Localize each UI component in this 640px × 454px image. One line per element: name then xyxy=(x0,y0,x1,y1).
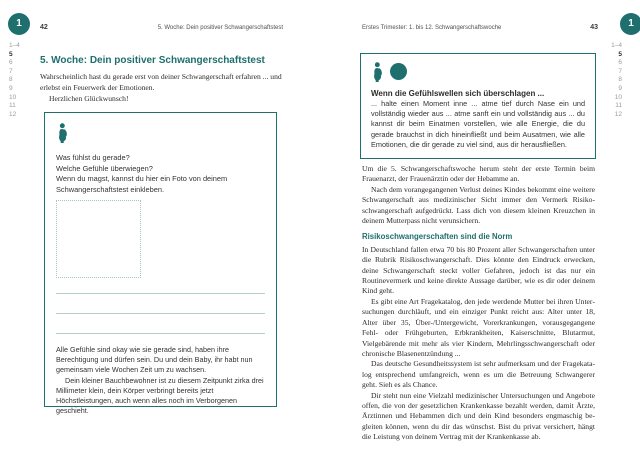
body-paragraph: Um die 5. Schwangerschaftswoche herum steht der erste Termin beim Frauenarzt, der Frauenärztin oder der Hebamme an. xyxy=(362,164,595,184)
journal-prompt-photo: Wenn du magst, kannst du hier ein Foto von deinem Schwangerschaftstest einkleben. xyxy=(56,174,228,194)
writing-line xyxy=(56,314,265,334)
closing-paragraph: Alle Gefühle sind okay wie sie gerade sind, haben ihre Berechtigung und dürfen sein. Du und dein Baby, ihr habt nun gemeinsam viele Wochen Zeit um zu wachsen. xyxy=(56,345,253,375)
chapter-badge-left xyxy=(8,13,30,35)
body-paragraph: In Deutschland fallen etwa 70 bis 80 Prozent aller Schwangerschaften unter die Rubrik Risikoschwangerschaft. Dies könnte den Eindruck erwecken, deine Schwangerschaft steckt voller Gefahren, jedoch ist das nur ein Routinevermerk und keine direkte Aussage darüber, wie es dir oder deinem Kind geht. xyxy=(362,244,595,296)
week-tab-8: 8 xyxy=(9,76,13,84)
page-number-left: 42 xyxy=(40,24,48,31)
running-head-text-right: Erstes Trimester: 1. bis 12. Schwangerschaftswoche xyxy=(362,25,502,31)
chapter-badge-right xyxy=(620,13,640,35)
week-tab-9: 9 xyxy=(9,84,13,92)
running-head-text-left: 5. Woche: Dein positiver Schwangerschaftstest xyxy=(157,25,283,31)
week-tab-1-4: 1–4 xyxy=(9,42,20,49)
writing-line xyxy=(56,294,265,314)
week-tab-7: 7 xyxy=(9,67,13,75)
week-tab-6: 6 xyxy=(9,59,13,67)
week-tab-9: 9 xyxy=(618,84,622,92)
chapter-title: 5. Woche: Dein positiver Schwangerschaftstest xyxy=(40,55,265,66)
week-tab-5: 5 xyxy=(618,50,622,58)
week-index-left xyxy=(9,42,35,119)
week-tab-7: 7 xyxy=(618,67,622,75)
week-tab-8: 8 xyxy=(618,76,622,84)
body-paragraph: Das deutsche Gesundheitssystem ist sehr aufmerksam und der Fragekatalog entsprechend umfangreich, wenn es um die Betreuung Schwangerer geht. Sieh es als Chance. xyxy=(362,359,595,390)
journal-prompts xyxy=(56,153,265,195)
body-paragraph: Nach dem vorangegangenen Verlust deines Kindes bekommt eine weitere Schwangerschaft aus medizinischer Sicht immer den Vermerk Risikoschwangerschaft aufgedrückt. Lass dich von diesem kleinen Kreuzchen in deinem Mutterpass nicht verunsichern. xyxy=(362,184,595,226)
journal-box xyxy=(44,112,277,416)
tip-box-icons xyxy=(371,62,585,82)
chapter-number: 1 xyxy=(628,18,634,29)
dot-icon xyxy=(390,63,407,80)
week-tab-6: 6 xyxy=(618,59,622,67)
right-page-body xyxy=(362,164,595,443)
writing-line xyxy=(56,278,265,294)
tip-box-heading: Wenn die Gefühlswellen sich überschlagen ... xyxy=(371,89,545,98)
pregnant-figure-icon xyxy=(371,62,384,87)
page-number-right: 43 xyxy=(590,24,598,31)
week-tab-12: 12 xyxy=(614,110,622,118)
week-tab-10: 10 xyxy=(614,93,622,101)
section-subheading: Risikoschwangerschaften sind die Norm xyxy=(362,232,513,242)
journal-prompt-feelings: Was fühlst du gerade? xyxy=(56,153,130,162)
week-tab-10: 10 xyxy=(9,93,17,101)
running-head-right xyxy=(362,24,598,31)
journal-prompt-dominant: Welche Gefühle überwiegen? xyxy=(56,163,153,173)
body-paragraph: Dir steht nun eine Vielzahl medizinischer Untersuchungen und Angebote offen, die von der gesetzlichen Krankenkasse bezahlt werden, damit Ärzte, Ärztinnen und Hebammen dich und dein Kind besonders engmaschig begleiten können, wenn du dir das wünschst. Bist du privat versichert, hängt die Leistung von deinem Vertrag mit der Krankenkasse ab. xyxy=(362,390,595,442)
chapter-number: 1 xyxy=(16,18,22,29)
week-tab-11: 11 xyxy=(9,102,16,110)
week-tab-11: 11 xyxy=(615,102,622,110)
intro-congrats: Herzlichen Glückwunsch! xyxy=(49,93,129,103)
week-index-right xyxy=(596,42,622,119)
breathing-tip-box xyxy=(360,53,596,159)
journal-closing-text xyxy=(56,345,265,416)
running-head-left xyxy=(40,24,283,31)
intro-paragraphs xyxy=(40,72,283,104)
pregnant-figure-icon xyxy=(56,123,69,148)
photo-placeholder xyxy=(56,200,141,278)
week-tab-5: 5 xyxy=(9,50,13,58)
body-paragraph: Es gibt eine Art Fragekatalog, den jede werdende Mutter bei ihren Untersuchungen durchläuft, und ein einziger Punkt reicht aus: Alter unter 18, Alter über 35, Über-/Untergewicht, Vorerkrankungen, vorausgegangene Fehl- oder Frühgeburten, Erbkrankheiten, Kaiserschnitte, Blutarmut, Vielgebärende mit mehr als vier Kindern, Mehrlingsschwangerschaft oder chronische Blasenentzündung ... xyxy=(362,296,595,358)
intro-paragraph: Wahrscheinlich hast du gerade erst von deiner Schwangerschaft erfahren ... und erlebst ein Feuerwerk der Emotionen. xyxy=(40,72,282,92)
week-tab-12: 12 xyxy=(9,110,17,118)
tip-box-text: ... halte einen Moment inne ... atme tief durch Nase ein und vollständig wieder aus ... atme sanft ein und vollständig aus ... du kannst dir beim Einatmen vorstellen, wie alle Energie, die du gerade brauchst in dich hineinfließt und beim Ausatmen, wie alle Emotionen, die dir gerade zu viel sind, aus dir herausfließen. xyxy=(371,99,585,149)
closing-paragraph: Dein kleiner Bauchbewohner ist zu diesem Zeitpunkt zirka drei Millimeter klein, dein Körper verbringt bereits jetzt Höchstleistungen, auch wenn alles noch im Verborgenen geschieht. xyxy=(56,375,264,416)
week-tab-1-4: 1–4 xyxy=(611,42,622,49)
